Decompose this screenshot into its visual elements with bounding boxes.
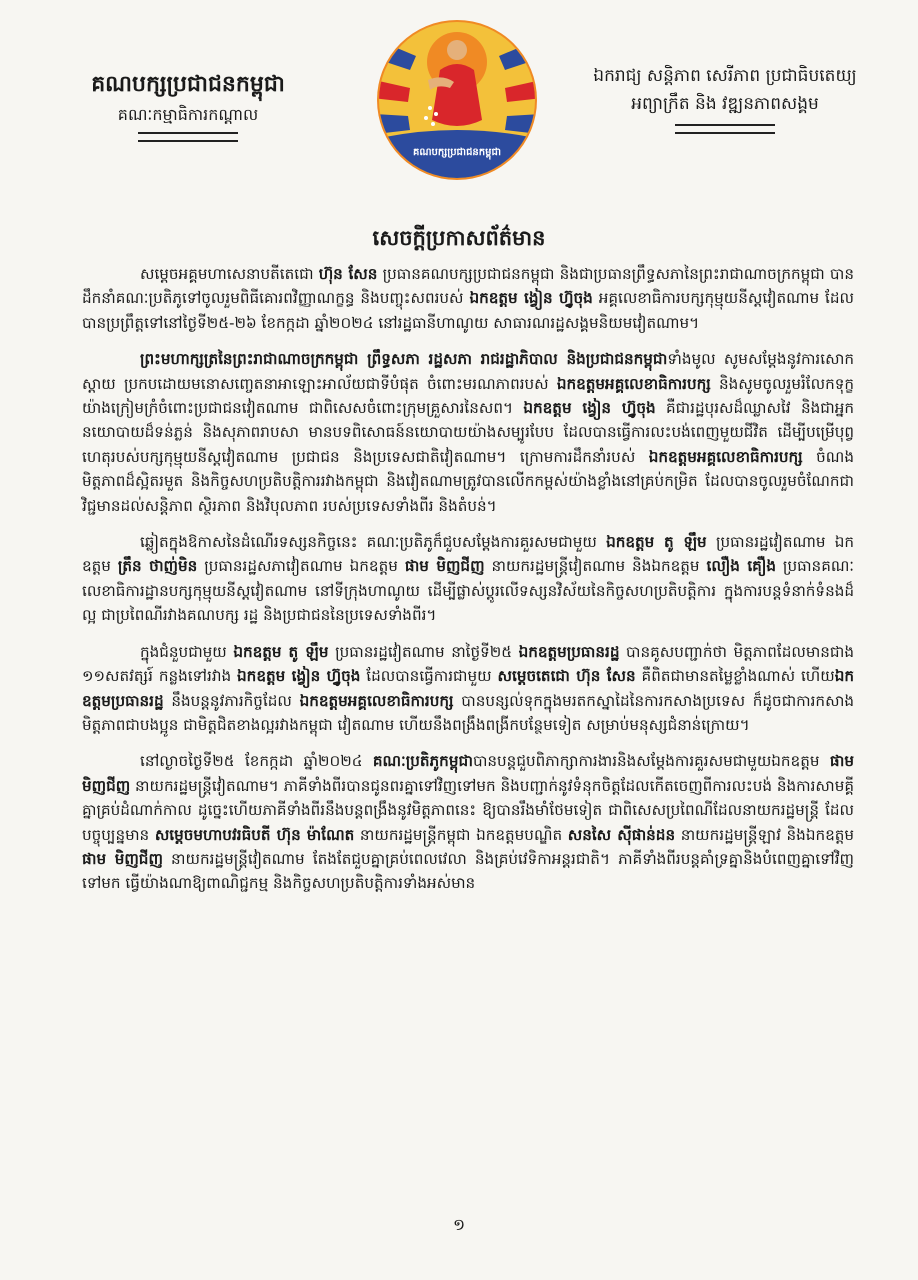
paragraph-text: នាយករដ្ឋមន្ត្រីវៀតណាម។ ភាគីទាំងពីរបានជូនពរគ្នាទៅវិញទៅមក និងបញ្ជាក់នូវទំនុកចិត្តដែលកើតចេញពីការលះបង់ និងការសាមគ្គីគ្នាគ្រប់ដំណាក់កាល ដូច្នេះហើយភាគីទាំងពីរនឹងបន្តពង្រឹងនូវមិត្តភាពនេះ ឱ្យបានរឹងមាំថែមទៀត ជាពិសេសប្រពៃណីដែលនាយករដ្ឋមន្ត្រី ដែលបច្ចុប្បន្នមាន	[82, 776, 854, 844]
bold-text: ឯកឧត្តមអគ្គលេខាធិការបក្ស	[648, 447, 803, 466]
committee-name: គណៈកម្មាធិការកណ្តាល	[117, 105, 259, 124]
paragraph-text: ប្រធានរដ្ឋវៀតណាម ឯកឧត្តម	[82, 533, 855, 576]
bold-text: ឯកឧត្តមអគ្គលេខាធិការបក្ស	[299, 691, 454, 710]
paragraph-text: ឆ្លៀតក្នុងឱកាសនៃដំណើរទស្សនកិច្ចនេះ គណៈប្រតិភូក៏ជួបសម្តែងការគួរសមជាមួយ	[140, 533, 607, 552]
bold-text: ឯកឧត្តម ង្វៀន ហ្វ៊ូចុង	[237, 667, 361, 686]
bold-text: ឯកឧត្តមប្រធានរដ្ឋ	[82, 667, 855, 710]
paragraph-text: ប្រធានរដ្ឋសភាវៀតណាម ឯកឧត្តម	[197, 557, 405, 576]
paragraph-text: នាយករដ្ឋមន្ត្រីវៀតណាម តែងតែជួបគ្នាគ្រប់ពេលវេលា និងគ្រប់វេទិកាអន្តរជាតិ។ ភាគីទាំងពីរបន្តគាំទ្រគ្នានិងបំពេញគ្នាទៅវិញទៅមក ធ្វើយ៉ាងណាឱ្យពាណិជ្ជកម្ម និងកិច្ចសហប្រតិបត្តិការទាំងអស់មាន	[82, 849, 854, 893]
bold-text: ផាម មិញជីញ	[82, 752, 854, 795]
page-number: ១	[452, 1215, 466, 1234]
paragraph-3	[82, 530, 854, 628]
paragraph-text: និងសូមចូលរួមរំលែកទុក្ខយ៉ាងក្រៀមក្រំចំពោះប្រជាជនវៀតណាម ជាពិសេសចំពោះក្រុមគ្រួសារនៃសព។	[82, 374, 854, 418]
paragraph-text: នឹងបន្តនូវភារកិច្ចដែល	[163, 691, 300, 710]
party-logo	[370, 10, 545, 195]
motto-line-1: ឯករាជ្យ សន្តិភាព សេរីភាព ប្រជាធិបតេយ្យ	[593, 66, 857, 86]
bold-text: ឯកឧត្តម ង្វៀន ហ្វ៊ូចុង	[523, 399, 656, 418]
paragraph-text: ចំណងមិត្តភាពដ៏ស្អិតរមួត និងកិច្ចសហប្រតិបត្តិការរវាងកម្ពុជា និងវៀតណាមត្រូវបានលើកកម្ពស់យ៉ាងខ្លាំងនៅគ្រប់កម្រិត ដែលបានចូលរួមចំណែកជាវិជ្ជមានដល់សន្តិភាព ស្ថិរភាព និងវិបុលភាព របស់ប្រទេសទាំងពីរ និងតំបន់។	[82, 447, 854, 515]
motto-underline	[675, 124, 775, 134]
bold-text: ត្រឹន ថាញ់មិន	[117, 557, 198, 576]
paragraph-text: ដែលបានធ្វើការជាមួយ	[360, 667, 498, 686]
paragraph-1	[82, 262, 854, 335]
paragraph-2	[82, 347, 854, 518]
bold-text: ហ៊ុន សែន	[318, 265, 378, 283]
bold-text: សនសៃ ស៊ីផាន់ដន	[567, 825, 676, 844]
national-motto	[575, 62, 875, 134]
bold-text: ផាម មិញជីញ	[82, 849, 163, 868]
paragraph-text: ប្រធានរដ្ឋវៀតណាម នាថ្ងៃទី២៥	[328, 642, 519, 661]
paragraph-text: គឺពិតជាមានតម្លៃខ្លាំងណាស់ ហើយ	[635, 667, 835, 686]
bold-text: សម្តេចតេជោ ហ៊ុន សែន	[497, 667, 636, 686]
paragraph-text: គឺជារដ្ឋបុរសដ៏ឈ្លាសវៃ និងជាអ្នកនយោបាយដ៏ទន់ភ្លន់ និងសុភាពរាបសា មានបទពិសោធន៍នយោបាយយ៉ាងសម្បូរបែប ដែលបានធ្វើការលះបង់ពេញមួយជីវិត ដើម្បីបម្រើបុព្វហេតុរបស់បក្សកុម្មុយនីស្តវៀតណាម ប្រជាជន និងប្រទេសជាតិវៀតណាម។ ក្រោមការដឹកនាំរបស់	[82, 399, 855, 466]
bold-text: គណៈប្រតិភូកម្ពុជា	[372, 752, 473, 771]
paragraph-text: បានបន្តជួបពិភាក្សាការងារនិងសម្តែងការគួរសមជាមួយឯកឧត្តម	[472, 752, 830, 771]
document-title: សេចក្តីប្រកាសព័ត៌មាន	[372, 226, 546, 250]
paragraph-text: ទាំងមូល សូមសម្តែងនូវការសោកស្តាយ ប្រកបដោយមនោសញ្ចេតនាអាឡោះអាល័យជាទីបំផុត ចំពោះមរណភាពរបស់	[82, 350, 854, 393]
paragraph-text: ប្រធានគណបក្សប្រជាជនកម្ពុជា និងជាប្រធានព្រឹទ្ធសភានៃព្រះរាជាណាចក្រកម្ពុជា បានដឹកនាំគណៈប្រតិភូទៅចូលរួមពិធីគោរពវិញ្ញាណក្ខន្ធ និងបញ្ចុះសពរបស់	[82, 265, 854, 308]
paragraph-4	[82, 640, 854, 738]
bold-text: ឯកឧត្តមអគ្គលេខាធិការបក្ស	[556, 374, 711, 393]
bold-text: ឯកឧត្តម ង្វៀន ហ្វ៊ូចុង	[469, 289, 593, 308]
paragraph-text: នាយករដ្ឋមន្ត្រីកម្ពុជា ឯកឧត្តមបណ្ឌិត	[354, 825, 568, 844]
paragraph-text: សម្តេចអគ្គមហាសេនាបតីតេជោ	[140, 265, 319, 283]
header-underline	[138, 132, 238, 142]
paragraph-text: ប្រធានគណៈលេខាធិការដ្ឋានបក្សកុម្មុយនីស្តវៀតណាម នៅទីក្រុងហាណូយ ដើម្បីផ្លាស់ប្តូរលើទស្សនវិស័យនៃកិច្ចសហប្រតិបត្តិការ ក្នុងការបន្តទំនាក់ទំនងដ៏ល្អ ជាប្រពៃណីរវាងគណបក្ស រដ្ឋ និងប្រជាជននៃប្រទេសទាំងពីរ។	[82, 557, 855, 625]
party-name: គណបក្សប្រជាជនកម្ពុជា	[91, 72, 285, 97]
party-header	[58, 70, 318, 142]
paragraph-text: អគ្គលេខាធិការបក្សកុម្មុយនីស្តវៀតណាម ដែលបានប្រព្រឹត្តទៅនៅថ្ងៃទី២៥-២៦ ខែកក្កដា ឆ្នាំ២០២៤ នៅរដ្ឋធានីហាណូយ សាធារណរដ្ឋសង្គមនិយមវៀតណាម។	[82, 289, 854, 332]
logo-text: គណបក្សប្រជាជនកម្ពុជា	[413, 147, 501, 158]
paragraph-text: នាយករដ្ឋមន្ត្រីឡាវ និងឯកឧត្តម	[675, 825, 855, 844]
bold-text: ឯកឧត្តម តូ ឡឹម	[606, 533, 707, 552]
paragraph-text: ក្នុងជំនួបជាមួយ	[140, 642, 234, 661]
paragraph-text: បានបន្សល់ទុកក្នុងមរតកស្នាដៃនៃការកសាងប្រទេស ក៏ដូចជាការកសាងមិត្តភាពជាបងប្អូន ជាមិត្តជិតខាងល្អរវាងកម្ពុជា វៀតណាម ហើយនឹងពង្រឹងពង្រីកបន្ថែមទៀត សម្រាប់មនុស្សជំនាន់ក្រោយ។	[82, 691, 854, 734]
document-body	[82, 262, 854, 908]
bold-text: សម្តេចមហាបវរធិបតី ហ៊ុន ម៉ាណែត	[154, 825, 355, 844]
motto-line-2: អព្យាក្រឹត និង វឌ្ឍនភាពសង្គម	[631, 94, 819, 114]
paragraph-text: នៅល្ងាចថ្ងៃទី២៥ ខែកក្កដា ឆ្នាំ២០២៤	[140, 752, 373, 771]
bold-text: ឯកឧត្តម តូ ឡឹម	[233, 642, 329, 661]
party-logo-icon	[370, 10, 545, 195]
paragraph-text: បានគូសបញ្ជាក់ថា មិត្តភាពដែលមានជាង ១១សតវត្សរ៍ កន្លងទៅរវាង	[82, 642, 855, 686]
bold-text: ផាម មិញជីញ	[404, 557, 485, 576]
paragraph-text: នាយករដ្ឋមន្ត្រីវៀតណាម និងឯកឧត្តម	[484, 557, 707, 576]
bold-text: លឿង គឿង	[706, 557, 776, 576]
bold-text: ព្រះមហាក្សត្រនៃព្រះរាជាណាចក្រកម្ពុជា ព្រឹទ្ធសភា រដ្ឋសភា រាជរដ្ឋាភិបាល និងប្រជាជនកម្ពុជា	[140, 350, 668, 369]
paragraph-5	[82, 749, 854, 895]
bold-text: ឯកឧត្តមប្រធានរដ្ឋ	[518, 642, 620, 661]
